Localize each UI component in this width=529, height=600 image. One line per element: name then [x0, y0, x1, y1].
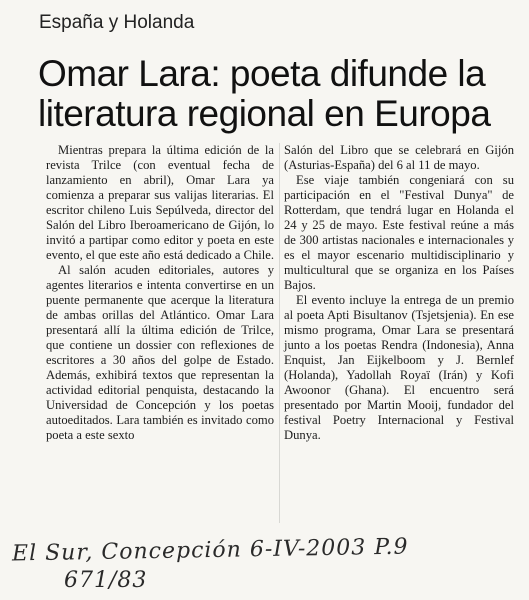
article-column-left [46, 143, 274, 443]
handwritten-source-note: El Sur, Concepción 6-IV-2003 P.9 [11, 534, 409, 567]
paragraph: Al salón acuden editoriales, autores y agentes literarios e intenta convertirse en un puente permanente que acerque la literatura de ambas orillas del Atlántico. Omar Lara presentará allí la última edición de Trilce, que contiene un dossier con reflexiones de escritores a 30 años del golpe de Estado. Además, exhibirá textos que representan la actividad editorial penquista, destacando la Universidad de Concepción y los poetas autoeditados. Lara también es invitado como poeta a este sexto [46, 263, 274, 442]
section-kicker: España y Holanda [39, 12, 195, 33]
paragraph: El evento incluye la entrega de un premio al poeta Apti Bisultanov (Tsjetsjenia). En ese mismo programa, Omar Lara se presentará junto a los poetas Rendra (Indonesia), Anna Enquist, Jan Eijkelboom y J. Bernlef (Holanda), Yadollah Royaï (Irán) y Kofi Awoonor (Ghana). El encuentro será presentado por Martin Mooij, fundador del festival Poetry Internacional y Festival Dunya. [284, 293, 514, 442]
headline [38, 54, 518, 134]
paragraph: Mientras prepara la última edición de la revista Trilce (con eventual fecha de lanzamiento en abril), Omar Lara ya comienza a preparar sus valijas literarias. El escritor chileno Luis Sepúlveda, director del Salón del Libro Iberoamericano de Gijón, lo invitó a partipar como editor y poeta en este evento, el que este año está dedicado a Chile. [46, 143, 274, 262]
paragraph: Ese viaje también congeniará con su participación en el "Festival Dunya" de Rotterdam, que tendrá lugar en Holanda el 24 y 25 de mayo. Este festival reúne a más de 300 artistas nacionales e internacionales y es el mayor escenario multidisciplinario y multicultural que se organiza en los Países Bajos. [284, 173, 514, 292]
article-column-right [284, 143, 514, 443]
paragraph: Salón del Libro que se celebrará en Gijón (Asturias-España) del 6 al 11 de mayo. [284, 143, 514, 172]
headline-line-2: literatura regional en Europa [38, 93, 491, 134]
column-divider [279, 143, 280, 523]
headline-line-1: Omar Lara: poeta difunde la [38, 53, 486, 94]
handwritten-catalog-number: 671/83 [64, 568, 148, 593]
